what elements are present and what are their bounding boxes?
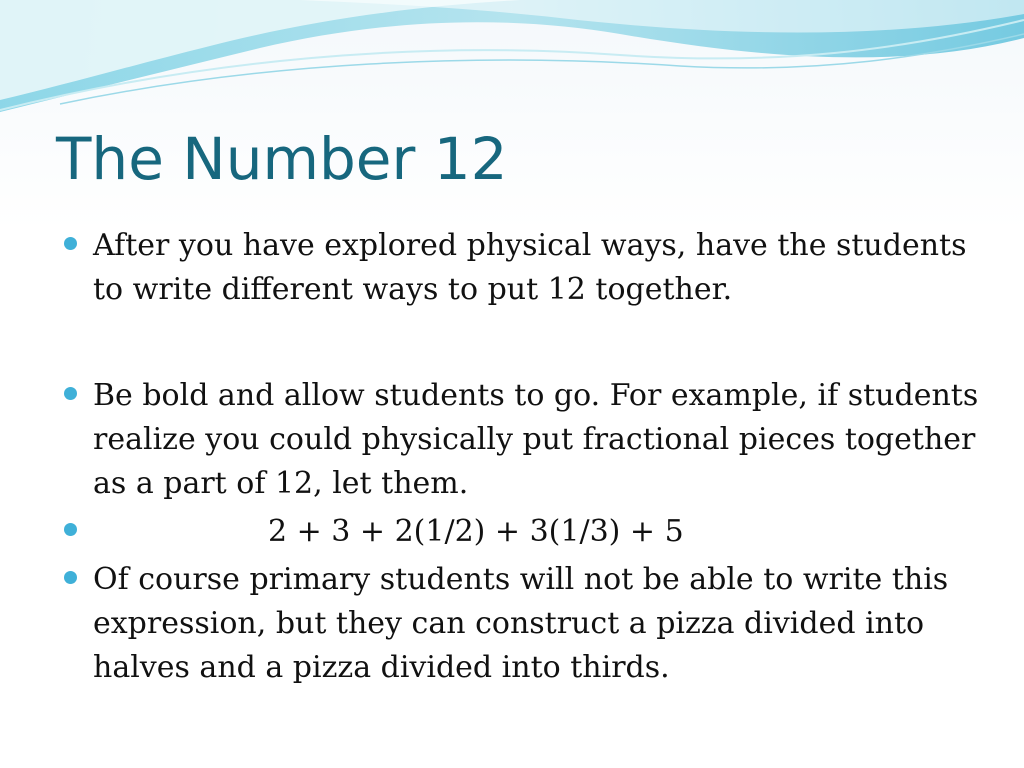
bullet-item (60, 558, 980, 690)
bullet-text: Of course primary students will not be able to write this expression, but they can construct a pizza divided into halves and a pizza divided into thirds. (93, 562, 949, 685)
bullet-dot-icon (64, 523, 77, 536)
bullet-dot-icon (64, 237, 77, 250)
bullet-dot-icon (64, 387, 77, 400)
bullet-text: After you have explored physical ways, have the students to write different ways to put 12 together. (93, 228, 967, 307)
bullet-text: Be bold and allow students to go. For example, if students realize you could physically put fractional pieces together as a part of 12, let them. (93, 378, 979, 501)
math-expression: 2 + 3 + 2(1/2) + 3(1/3) + 5 (268, 514, 684, 549)
bullet-item-expression (60, 510, 980, 554)
bullet-item (60, 224, 980, 312)
bullet-dot-icon (64, 571, 77, 584)
header-wave-decoration (0, 0, 1024, 130)
bullet-list (60, 224, 980, 690)
slide-title: The Number 12 (56, 125, 508, 193)
bullet-item (60, 374, 980, 506)
